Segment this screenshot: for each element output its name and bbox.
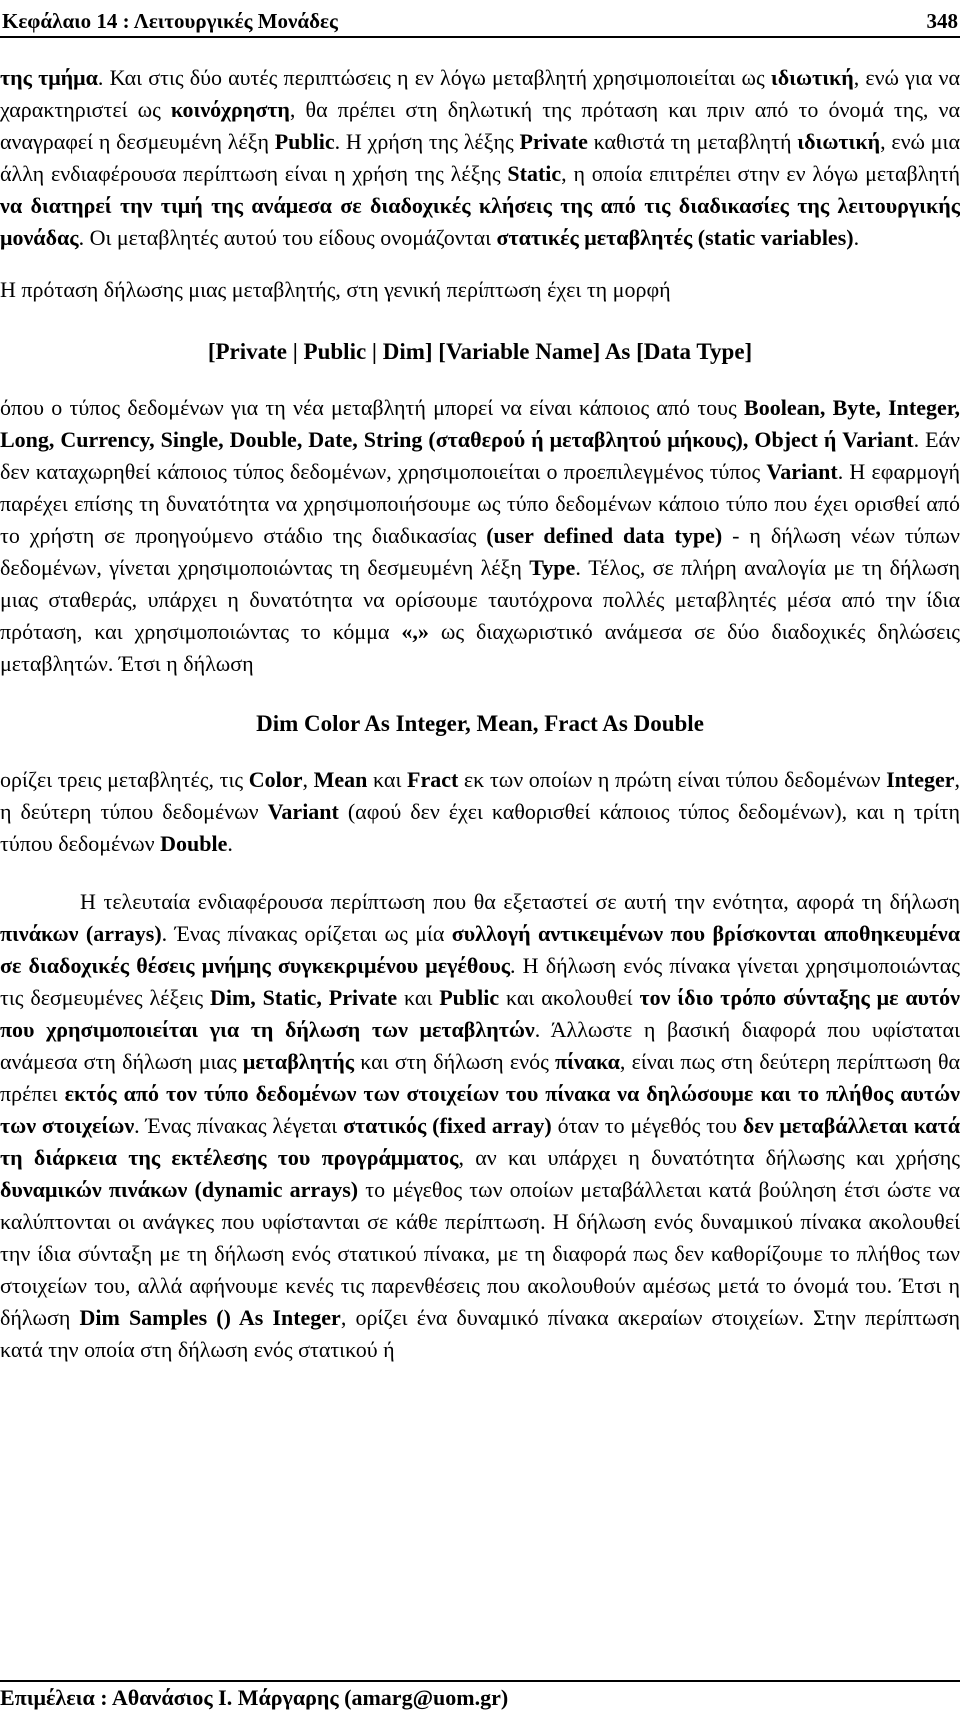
text-span: το μέγεθος των οποίων μεταβάλλεται κατά βούληση έτσι ώστε να καλύπτονται οι ανάγκες που υφίστανται σε κάθε περίπτωση. Η δήλωση ενός δυναμικού πίνακα ακολουθεί την ίδια σύνταξη με τη δήλωση ενός στατικού πίνακα, με τη διαφορά πως δεν καθορίζουμε το πλήθος των στοιχείων του, αλλά αφήνουμε κενές τις παρενθέσεις που ακολουθούν αμέσως μετά το όνομά του. Έτσι η δήλωση: [0, 1177, 960, 1330]
paragraph-1: [0, 62, 960, 254]
text-span: (αφού δεν έχει καθορισθεί κάποιος τύπος δεδομένων), και η τρίτη τύπου δεδομένων: [0, 799, 960, 856]
text-span: . Οι μεταβλητές αυτού του είδους ονομάζονται: [78, 225, 497, 250]
bold-span: Type: [529, 555, 576, 580]
paragraph-2: Η πρόταση δήλωσης μιας μεταβλητής, στη γενική περίπτωση έχει τη μορφή: [0, 277, 671, 302]
bold-span: «,»: [401, 619, 429, 644]
text-span: , είναι πως στη δεύτερη περίπτωση θα πρέπει: [0, 1049, 960, 1106]
syntax-line: [Private | Public | Dim] [Variable Name] As [Data Type]: [207, 339, 753, 364]
bold-span: μεταβλητής: [242, 1049, 355, 1074]
text-span: εκ των οποίων η πρώτη είναι τύπου δεδομένων: [458, 767, 887, 792]
bold-span: στατικός (fixed array): [343, 1113, 552, 1138]
text-span: . Άλλωστε η βασική διαφορά που υφίσταται ανάμεσα στη δήλωση μιας: [0, 1017, 960, 1074]
text-span: Η τελευταία ενδιαφέρουσα περίπτωση που θα εξεταστεί σε αυτή την ενότητα, αφορά τη δήλωση: [80, 889, 960, 914]
bold-span: Public: [439, 985, 500, 1010]
text-span: . Και στις δύο αυτές περιπτώσεις η εν λόγω μεταβλητή χρησιμοποιείται ως: [97, 65, 771, 90]
text-span: . Ένας πίνακας ορίζεται ως μία: [161, 921, 452, 946]
text-span: και στη δήλωση ενός: [354, 1049, 556, 1074]
page-footer: [0, 1682, 960, 1714]
text-span: , θα πρέπει στη δηλωτική της πρόταση και πριν από το όνομά της, να αναγραφεί η δεσμευμένη λέξη: [0, 97, 960, 154]
text-span: . Τέλος, σε πλήρη αναλογία με τη δήλωση μιας σταθεράς, υπάρχει η δυνατότητα να ορίσουμε ταυτόχρονα πολλές μεταβλητές μέσα από την ίδια πρόταση, και χρησιμοποιώντας το κόμμα: [0, 555, 960, 644]
text-span: και: [367, 767, 407, 792]
bold-span: συλλογή αντικειμένων που βρίσκονται αποθηκευμένα σε διαδοχικές θέσεις μνήμης συγκεκριμένου μεγέθους: [0, 921, 960, 978]
bold-span: να διατηρεί την τιμή της ανάμεσα σε διαδοχικές κλήσεις της από τις διαδικασίες της λειτουργικής μονάδας: [0, 193, 960, 250]
text-span: . Ένας πίνακας λέγεται: [134, 1113, 344, 1138]
text-span: , ορίζει ένα δυναμικό πίνακα ακεραίων στοιχείων. Στην περίπτωση κατά την οποία στη δήλωση ενός στατικού ή: [0, 1305, 960, 1362]
bold-span: τον ίδιο τρόπο σύνταξης με αυτόν που χρησιμοποιείται για τη δήλωση των μεταβλητών: [0, 985, 960, 1042]
text-span: ορίζει τρεις μεταβλητές, τις: [0, 767, 249, 792]
bold-span: Double: [160, 831, 228, 856]
text-span: ,: [302, 767, 314, 792]
bold-span: Dim, Static, Private: [209, 985, 398, 1010]
bold-span: δυναμικών πινάκων (dynamic arrays): [0, 1177, 359, 1202]
text-span: - η δήλωση νέων τύπων δεδομένων, γίνεται χρησιμοποιώντας τη δεσμευμένη λέξη: [0, 523, 960, 580]
text-span: . Η εφαρμογή παρέχει επίσης τη δυνατότητα να χρησιμοποιήσουμε ως τύπο δεδομένων κάποιο τύπο που έχει ορισθεί από το χρήστη σε προηγούμενο στάδιο της διαδικασίας: [0, 459, 960, 548]
page-body: [0, 62, 960, 1366]
paragraph-5: [0, 886, 960, 1366]
text-span: και ακολουθεί: [499, 985, 640, 1010]
text-span: ως διαχωριστικό ανάμεσα σε δύο διαδοχικές δηλώσεις μεταβλητών. Έτσι η δήλωση: [0, 619, 960, 676]
bold-span: Dim Samples () As Integer: [79, 1305, 341, 1330]
bold-span: Color: [248, 767, 303, 792]
bold-span: Public: [274, 129, 335, 154]
text-span: . Η δήλωση ενός πίνακα γίνεται χρησιμοποιώντας τις δεσμευμένες λέξεις: [0, 953, 960, 1010]
text-span: όπου ο τύπος δεδομένων για τη νέα μεταβλητή μπορεί να είναι κάποιος από τους: [0, 395, 745, 420]
bold-span: Boolean, Byte, Integer, Long, Currency, Single, Double, Date, String (σταθερού ή μεταβλητού μήκους), Object ή Variant: [0, 395, 960, 452]
text-span: και: [397, 985, 440, 1010]
footer-credit: Επιμέλεια : Αθανάσιος Ι. Μάργαρης (amarg@uom.gr): [0, 1685, 509, 1710]
page-number: 348: [926, 9, 958, 33]
bold-span: Static: [507, 161, 562, 186]
bold-span: Variant: [267, 799, 339, 824]
bold-span: (user defined data type): [486, 523, 723, 548]
text-span: , ενώ μια άλλη ενδιαφέρουσα περίπτωση είναι η χρήση της λέξης: [0, 129, 960, 186]
bold-span: Mean: [313, 767, 368, 792]
text-span: .: [227, 831, 233, 856]
bold-span: ιδιωτική: [770, 65, 854, 90]
paragraph-4: [0, 764, 960, 860]
page-header: [0, 0, 960, 34]
bold-span: κοινόχρηστη: [170, 97, 290, 122]
bold-span: πίνακα: [555, 1049, 620, 1074]
bold-span: Fract: [407, 767, 459, 792]
bold-span: εκτός από τον τύπο δεδομένων των στοιχείων του πίνακα να δηλώσουμε και το πλήθος αυτών των στοιχείων: [0, 1081, 960, 1138]
bold-span: Integer: [886, 767, 955, 792]
example-line: Dim Color As Integer, Mean, Fract As Double: [256, 711, 704, 736]
text-span: καθιστά τη μεταβλητή: [587, 129, 798, 154]
text-span: , αν και υπάρχει η δυνατότητα δήλωσης και χρήσης: [458, 1145, 960, 1170]
paragraph-3: [0, 392, 960, 680]
text-span: , η δεύτερη τύπου δεδομένων: [0, 767, 960, 824]
bold-span: Private: [519, 129, 588, 154]
chapter-title: Κεφάλαιο 14 : Λειτουργικές Μονάδες: [2, 9, 338, 33]
text-span: .: [853, 225, 860, 250]
text-span: . Εάν δεν καταχωρηθεί κάποιος τύπος δεδομένων, χρησιμοποιείται ο προεπιλεγμένος τύπος: [0, 427, 960, 484]
bold-span: της τμήμα: [0, 65, 98, 90]
bold-span: στατικές μεταβλητές (static variables): [496, 225, 854, 250]
text-span: , ενώ για να χαρακτηριστεί ως: [0, 65, 960, 122]
bold-span: δεν μεταβάλλεται κατά τη διάρκεια της εκτέλεσης του προγράμματος: [0, 1113, 960, 1170]
text-span: όταν το μέγεθός του: [551, 1113, 743, 1138]
bold-span: Variant: [766, 459, 838, 484]
bold-span: ιδιωτική: [797, 129, 881, 154]
text-span: . Η χρήση της λέξης: [334, 129, 520, 154]
bold-span: πινάκων (arrays): [0, 921, 162, 946]
header-rule: [0, 36, 960, 38]
text-span: , η οποία επιτρέπει στην εν λόγω μεταβλητή: [561, 161, 960, 186]
